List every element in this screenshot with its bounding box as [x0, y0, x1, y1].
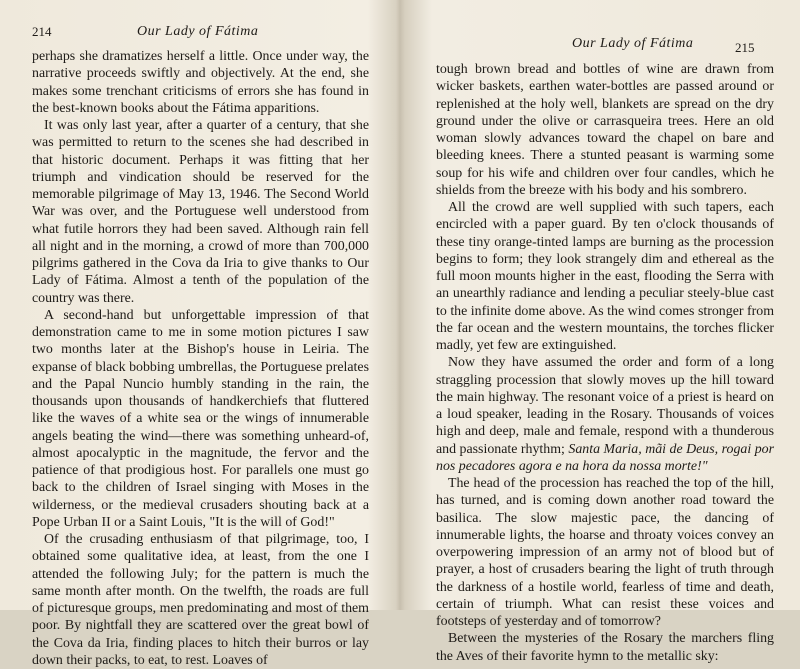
page-number: 215 — [735, 40, 755, 55]
left-page — [0, 0, 393, 668]
paragraph: perhaps she dramatizes herself a little. Once under way, the narrative proceeds swiftly and objectively. At the end, she makes some trenchant criticisms of errors she has found in the best-known books about the Fátima apparitions. — [32, 49, 369, 116]
paragraph: tough brown bread and bottles of wine are drawn from wicker baskets, earthen water-bottles are passed around or replenished at the holy well, blankets are spread on the dry ground under the olive or carrasqueira trees. Here an old woman slowly advances toward the chapel on bare and bleeding knees. There a stunted peasant is warming some soup for his wife and children over four candles, which he shields from the breeze with his body and his sombrero. — [436, 62, 774, 198]
latin-prayer: Santa Maria, mãi de Deus, rogai por nos pecadores agora e na hora da nossa morte!" — [436, 441, 774, 474]
paragraph: The head of the procession has reached the top of the hill, has turned, and is coming down another road toward the basilica. The slow majestic pace, the dancing of innumerable lights, the hoarse and throaty voices convey an overpowering impression of an army not of blood but of prayer, a host of crusaders bearing the light of truth through the darkness of a hostile world, fearless of time and death, certain of triumph. What can resist these voices and footsteps of yesterday and of tomorrow? — [436, 476, 774, 629]
paragraph-text: Now they have assumed the order and form of a long straggling procession that slowly moves up the hill toward the main highway. The resonant voice of a priest is heard on a loud speaker, leading in the Rosary. Thousands of voices high and deep, male and female, respond with a thunderous and passionate rhythm; — [436, 355, 774, 457]
running-head: Our Lady of Fátima — [137, 24, 259, 39]
paragraph: A second-hand but unforgettable impression of that demonstration came to me in some motion pictures I saw two months later at the Bishop's house in Leiria. The expanse of black bobbing umbrellas, the Portuguese prelates and the Papal Nuncio humbly standing in the rain, the thousands upon thousands of handkerchiefs that fluttered like the waves of a white sea or the wings of innumerable angels beating the wind—there was something unheard-of, almost apocalyptic in the magnitude, the fervor and the patience of that prodigious host. For parallels one must go back to the children of Israel singing with Moses in the wilderness, or the medieval crusaders shouting back at a Pope Urban II or a Saint Louis, "It is the will of God!" — [32, 307, 369, 530]
paragraph: Of the crusading enthusiasm of that pilgrimage, too, I obtained some qualitative idea, at least, from the one I attended the following July; for the pattern is much the same month after month. On the twelfth, the roads are full of picturesque groups, men predominating and most of them poor. By nightfall they are scattered over the great bowl of the Cova da Iria, finding places to hitch their burros or lay down their packs, to eat, to rest. Loaves of — [32, 532, 369, 668]
paragraph: It was only last year, after a quarter of a century, that she was permitted to return to the scenes she had described in that historic document. Perhaps it was fitting that her triumph and vindication should be reserved for the memorable pilgrimage of May 13, 1946. The Second World War was over, and the Portuguese well understood from what futile horrors they had been saved. Although rain fell all night and in the morning, a crowd of more than 700,000 pilgrims gathered in the Cova da Iria to give thanks to Our Lady of Fátima. Almost a tenth of the population of the country was there. — [32, 118, 369, 306]
right-page — [407, 0, 800, 664]
paragraph — [436, 354, 774, 475]
paragraph: All the crowd are well supplied with such tapers, each encircled with a paper guard. By ten o'clock thousands of these tiny orange-tinted lamps are burning as the procession begins to form; they look strangely dim and ethereal as the full moon mounts higher in the east, flooding the Serra with an unearthly radiance and lending a peculiar steely-blue cast to the infinite dome above. As the wind comes stronger from the far ocean and the western mountains, the torches flicker madly, yet few are extinguished. — [436, 200, 774, 353]
body-text — [32, 48, 369, 669]
paragraph: Between the mysteries of the Rosary the marchers fling the Aves of their favorite hymn to the metallic sky: — [436, 631, 774, 664]
body-text — [436, 61, 774, 665]
page-number: 214 — [32, 24, 52, 39]
running-head: Our Lady of Fátima — [572, 36, 694, 51]
